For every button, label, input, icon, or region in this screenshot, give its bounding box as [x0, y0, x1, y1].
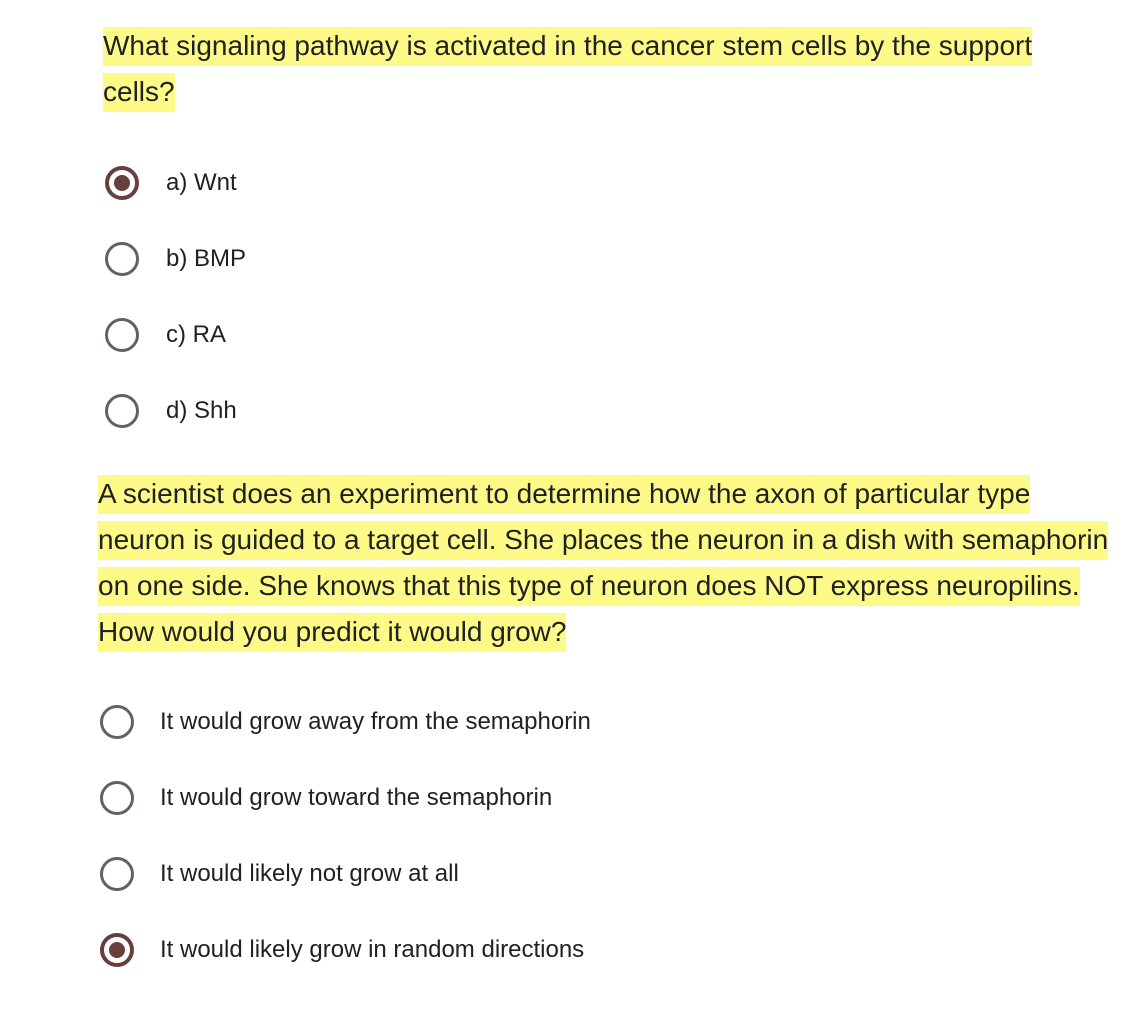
option-label: It would grow toward the semaphorin [160, 784, 553, 811]
question-1-text [103, 23, 1093, 115]
q2-option-3[interactable] [100, 852, 459, 896]
question-2-highlight: A scientist does an experiment to determine how the axon of particular type neuron is guided to a target cell. She places the neuron in a dish with semaphorin on one side. She knows that this type of neuron does NOT express neuropilins. How would you predict it would grow? [98, 475, 1108, 652]
radio-button-checked[interactable] [100, 933, 134, 967]
radio-button[interactable] [100, 857, 134, 891]
radio-button-checked[interactable] [105, 166, 139, 200]
q1-option-c[interactable] [105, 313, 226, 357]
radio-button[interactable] [105, 242, 139, 276]
option-label: It would likely not grow at all [160, 860, 459, 887]
radio-button[interactable] [105, 318, 139, 352]
q2-option-4[interactable] [100, 928, 584, 972]
q1-option-b[interactable] [105, 237, 246, 281]
option-label: c) RA [166, 321, 226, 348]
q1-option-d[interactable] [105, 389, 237, 433]
option-label: It would grow away from the semaphorin [160, 708, 591, 735]
option-label: b) BMP [166, 245, 247, 272]
option-label: It would likely grow in random directions [160, 936, 585, 963]
radio-button[interactable] [100, 705, 134, 739]
option-label: d) Shh [166, 397, 237, 424]
question-2-text [98, 471, 1118, 655]
radio-button[interactable] [105, 394, 139, 428]
radio-button[interactable] [100, 781, 134, 815]
q2-option-1[interactable] [100, 700, 591, 744]
q2-option-2[interactable] [100, 776, 552, 820]
option-label: a) Wnt [166, 169, 237, 196]
question-1-highlight: What signaling pathway is activated in the cancer stem cells by the support cells? [103, 27, 1032, 112]
q1-option-a[interactable] [105, 161, 237, 205]
